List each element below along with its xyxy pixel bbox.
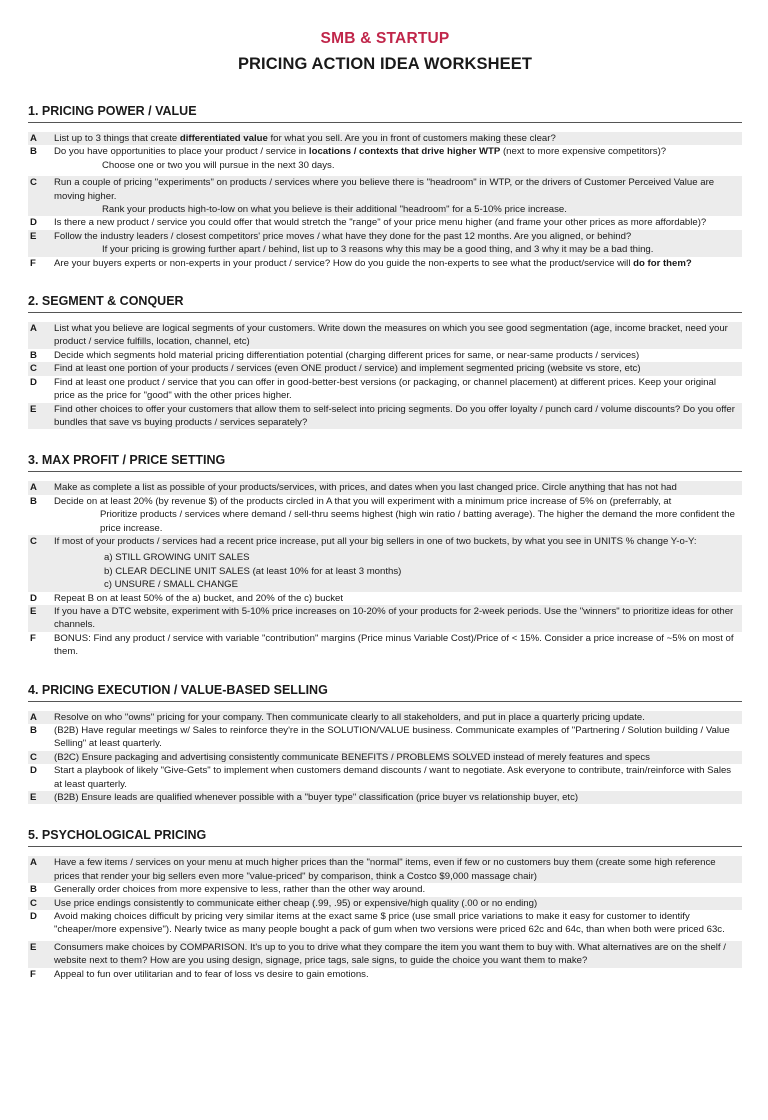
item-text: If most of your products / services had a recent price increase, put all your big sellers in one of two buckets, by what you see in UNITS % change Y-o-Y: a) STILL GROWING UNIT SALES b) CLEAR DECLINE UNIT SALES (at least 10% for at least 3 months) c) UNSURE / SMALL CHANGE bbox=[54, 535, 742, 592]
item-text: (B2B) Have regular meetings w/ Sales to reinforce they're in the SOLUTION/VALUE business. Communicate examples of "Partnering / Solution building / Value Selling" at least quarterly. bbox=[54, 725, 730, 750]
item-text: Decide on at least 20% (by revenue $) of the products circled in A that you will experiment with a minimum price increase of 5% on (preferrably, at Prioritize products / services where demand / sell-thru seems highest (high win ratio / batting average). The higher the demand the more confident the price increase. bbox=[54, 495, 742, 535]
item-subtext: Rank your products high-to-low on what you believe is their additional "headroom" for a 5-10% price increase. bbox=[102, 204, 567, 216]
list-item bbox=[28, 910, 742, 937]
item-letter: F bbox=[30, 968, 36, 980]
item-letter: C bbox=[30, 897, 37, 909]
list-item bbox=[28, 230, 742, 257]
item-text: List what you believe are logical segments of your customers. Write down the measures on which you see good segmentation (age, income bracket, need your product / service fulfills, location, channel, etc) bbox=[54, 323, 728, 348]
list-item bbox=[28, 132, 742, 145]
item-letter: E bbox=[30, 941, 37, 953]
item-text: Consumers make choices by COMPARISON. It's up to you to drive what they compare the item you want them to buy with. What alternatives are on the shelf / website next to them? How are you using design, signage, price tags, sale signs, to guide the choice you want them to make? bbox=[54, 941, 726, 967]
list-item bbox=[28, 349, 742, 362]
bucket-a: a) STILL GROWING UNIT SALES bbox=[104, 552, 250, 564]
item-subtext: If your pricing is growing further apart / behind, list up to 3 reasons why this may be a good thing, and 3 why it may be a bad thing. bbox=[102, 244, 654, 256]
list-item bbox=[28, 322, 742, 349]
item-subtext: Choose one or two you will pursue in the next 30 days. bbox=[102, 159, 335, 171]
item-letter: B bbox=[30, 146, 37, 158]
list-item bbox=[28, 724, 742, 751]
list-item bbox=[28, 176, 742, 216]
item-letter: A bbox=[30, 482, 37, 494]
list-item bbox=[28, 941, 742, 968]
item-letter: B bbox=[30, 884, 37, 896]
item-letter: E bbox=[30, 403, 37, 415]
item-text: Find other choices to offer your customers that allow them to self-select into pricing segments. Do you offer loyalty / punch card / volume discounts? Do you offer bundles that save vs buying products / services separately? bbox=[54, 403, 735, 428]
item-letter: A bbox=[30, 857, 37, 869]
list-item bbox=[28, 481, 742, 494]
list-item bbox=[28, 791, 742, 804]
item-text: (B2B) Ensure leads are qualified whenever possible with a "buyer type" classification (price buyer vs relationship buyer, etc) bbox=[54, 792, 579, 804]
section-heading: 5. PSYCHOLOGICAL PRICING bbox=[28, 828, 742, 847]
list-item bbox=[28, 897, 742, 910]
item-letter: B bbox=[30, 349, 37, 361]
item-letter: C bbox=[30, 363, 37, 375]
list-item bbox=[28, 605, 742, 632]
section-pricing-power bbox=[28, 104, 742, 270]
item-letter: A bbox=[30, 133, 37, 144]
item-text: Avoid making choices difficult by pricing very similar items at the exact same $ price (use small price variations to make it easy for customer to identify "cheaper/more expensive"). Nearly twice as many people bought a pack of gum when two versions were priced 62c and 64c, than when both were priced 63c. bbox=[54, 911, 725, 936]
list-item bbox=[28, 403, 742, 430]
item-subtext: Prioritize products / services where demand / sell-thru seems highest (high win ratio / batting average). The higher the demand the more confident the price increase. bbox=[100, 509, 735, 534]
item-letter: D bbox=[30, 765, 37, 777]
item-text: Start a playbook of likely "Give-Gets" to implement when customers demand discounts / want to negotiate. Ask everyone to contribute, train/reinforce with Sales at least quarterly. bbox=[54, 765, 732, 790]
item-letter: D bbox=[30, 592, 37, 604]
item-text: Repeat B on at least 50% of the a) bucket, and 20% of the c) bucket bbox=[54, 592, 344, 604]
item-letter: C bbox=[30, 535, 37, 547]
item-letter: E bbox=[30, 230, 37, 242]
item-text: Do you have opportunities to place your product / service in locations / contexts that drive higher WTP (next to more expensive competitors)? Choose one or two you will pursue in the next 30 days. bbox=[54, 145, 742, 172]
item-text: BONUS: Find any product / service with variable "contribution" margins (Price minus Variable Cost)/Price of < 15%. Consider a price increase of ~5% on most of them. bbox=[54, 632, 734, 658]
section-heading: 3. MAX PROFIT / PRICE SETTING bbox=[28, 453, 742, 472]
item-text: Generally order choices from more expensive to less, rather than the other way around. bbox=[54, 884, 426, 896]
item-text: Is there a new product / service you could offer that would stretch the "range" of your price menu higher (and frame your other prices as more affordable)? bbox=[54, 217, 707, 229]
list-item bbox=[28, 592, 742, 605]
item-text: List up to 3 things that create differentiated value for what you sell. Are you in front of customers making these clear? bbox=[54, 133, 556, 144]
item-text: Decide which segments hold material pricing differentiation potential (charging different prices for same, or near-same products / services) bbox=[54, 349, 640, 361]
header-top-title: SMB & STARTUP bbox=[320, 30, 450, 47]
item-text: Find at least one product / service that you can offer in good-better-best versions (or packaging, or channel placement) at different prices. Keep your original price as the price for "good" with the other prices higher. bbox=[54, 376, 716, 402]
item-letter: D bbox=[30, 911, 37, 923]
list-item bbox=[28, 968, 742, 981]
section-psychological-pricing bbox=[28, 828, 742, 981]
section-heading: 1. PRICING POWER / VALUE bbox=[28, 104, 742, 123]
section-pricing-execution bbox=[28, 683, 742, 805]
bucket-c: c) UNSURE / SMALL CHANGE bbox=[104, 579, 238, 591]
item-text: Appeal to fun over utilitarian and to fear of loss vs desire to gain emotions. bbox=[54, 968, 369, 980]
item-text: Run a couple of pricing "experiments" on products / services where you believe there is "headroom" in WTP, or the drivers of Customer Perceived Value are moving higher. Rank your products high-to-low on what you believe is their additional "headroom" for a 5-10% price increase. bbox=[54, 176, 742, 216]
header-main-title: PRICING ACTION IDEA WORKSHEET bbox=[237, 55, 533, 73]
item-letter: F bbox=[30, 257, 36, 269]
section-heading: 4. PRICING EXECUTION / VALUE-BASED SELLING bbox=[28, 683, 742, 702]
list-item bbox=[28, 711, 742, 724]
list-item bbox=[28, 376, 742, 403]
item-letter: E bbox=[30, 605, 37, 617]
list-item bbox=[28, 257, 742, 270]
item-text: Follow the industry leaders / closest competitors' price moves / what have they done for the past 12 months. Are you aligned, or behind? If your pricing is growing further apart / behind, list up to 3 reasons why this may be a good thing, and 3 why it may be a bad thing. bbox=[54, 230, 742, 257]
list-item bbox=[28, 145, 742, 172]
section-max-profit bbox=[28, 453, 742, 658]
list-item bbox=[28, 764, 742, 791]
item-letter: F bbox=[30, 632, 36, 644]
item-text: Are your buyers experts or non-experts in your product / service? How do you guide the non-experts to see what the product/service will do for them? bbox=[54, 257, 692, 269]
list-item bbox=[28, 632, 742, 659]
item-letter: D bbox=[30, 217, 37, 229]
item-text: Find at least one portion of your products / services (even ONE product / service) and implement segmented pricing (website vs store, etc) bbox=[54, 363, 641, 375]
item-letter: B bbox=[30, 495, 37, 507]
item-text: (B2C) Ensure packaging and advertising consistently communicate BENEFITS / PROBLEMS SOLVED instead of merely features and specs bbox=[54, 751, 650, 763]
list-item bbox=[28, 883, 742, 896]
list-item bbox=[28, 535, 742, 592]
item-letter: A bbox=[30, 323, 37, 335]
item-text: Have a few items / services on your menu at much higher prices than the "normal" items, even if few or no customers buy them (create some high reference prices that render your big sellers even more "value-priced" by comparison, think a Costco $9,000 massage chair) bbox=[54, 857, 716, 882]
section-heading: 2. SEGMENT & CONQUER bbox=[28, 294, 742, 313]
item-letter: D bbox=[30, 376, 37, 388]
list-item bbox=[28, 216, 742, 229]
item-text: Use price endings consistently to communicate either cheap (.99, .95) or expensive/high quality (.00 or no ending) bbox=[54, 897, 538, 909]
item-text: Resolve on who "owns" pricing for your company. Then communicate clearly to all stakeholders, and put in place a quarterly pricing update. bbox=[54, 711, 645, 723]
item-letter: A bbox=[30, 711, 37, 723]
item-letter: B bbox=[30, 725, 37, 736]
item-letter: C bbox=[30, 751, 37, 763]
list-item bbox=[28, 495, 742, 535]
bucket-b: b) CLEAR DECLINE UNIT SALES (at least 10% for at least 3 months) bbox=[104, 565, 402, 577]
item-text: If you have a DTC website, experiment with 5-10% price increases on 10-20% of your products for 2-week periods. Use the "winners" to prioritize ideas for other channels. bbox=[54, 605, 734, 631]
item-text: Make as complete a list as possible of your products/services, with prices, and dates when you last changed price. Circle anything that has not had bbox=[54, 482, 677, 494]
list-item bbox=[28, 856, 742, 883]
list-item bbox=[28, 751, 742, 764]
list-item bbox=[28, 362, 742, 375]
item-letter: C bbox=[30, 177, 37, 189]
section-segment-conquer bbox=[28, 294, 742, 429]
item-letter: E bbox=[30, 792, 37, 804]
